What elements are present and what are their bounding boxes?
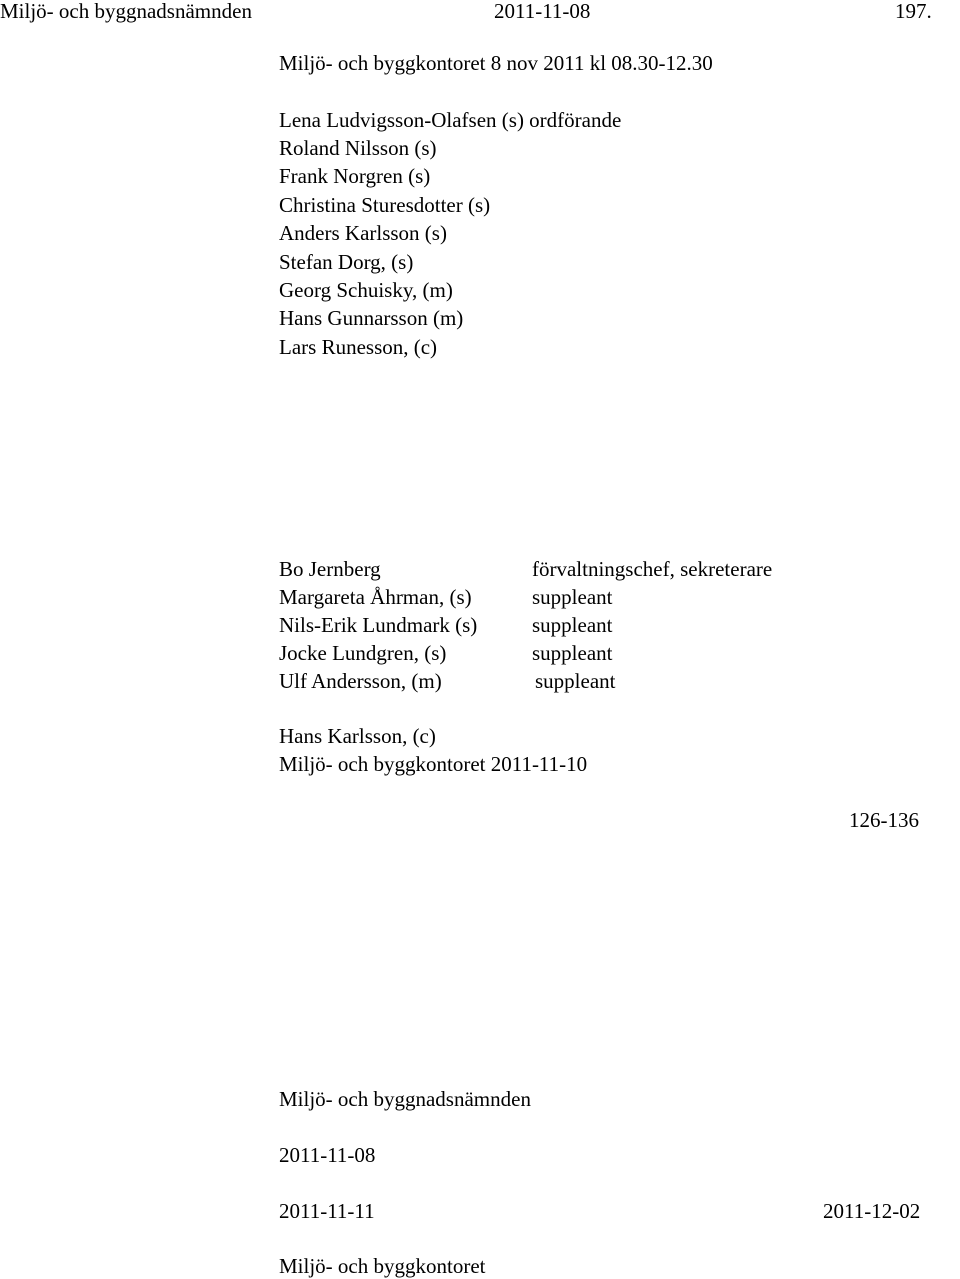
member-line: Hans Gunnarsson (m) (279, 306, 464, 330)
other-name: Nils-Erik Lundmark (s) (279, 613, 478, 637)
announcement-meeting-date: 2011-11-08 (279, 1143, 376, 1167)
member-line: Lena Ludvigsson-Olafsen (s) ordförande (279, 108, 622, 132)
header-date: 2011-11-08 (494, 0, 591, 23)
other-name: Jocke Lundgren, (s) (279, 641, 447, 665)
other-name: Ulf Andersson, (m) (279, 669, 442, 693)
member-line: Roland Nilsson (s) (279, 136, 437, 160)
other-role: suppleant (532, 613, 613, 637)
announcement-removed-date: 2011-12-02 (823, 1199, 921, 1223)
other-name: Bo Jernberg (279, 557, 381, 581)
meeting-place-time: Miljö- och byggkontoret 8 nov 2011 kl 08.30-12.30 (279, 51, 713, 75)
member-line: Lars Runesson, (c) (279, 335, 438, 359)
member-line: Frank Norgren (s) (279, 164, 431, 188)
other-role: suppleant (532, 585, 613, 609)
member-line: Anders Karlsson (s) (279, 221, 447, 245)
adjuster-name: Hans Karlsson, (c) (279, 724, 436, 748)
announcement-storage: Miljö- och byggkontoret (279, 1254, 486, 1278)
other-name: Margareta Åhrman, (s) (279, 585, 472, 609)
header-committee: Miljö- och byggnadsnämnden (0, 0, 252, 23)
member-line: Stefan Dorg, (s) (279, 250, 414, 274)
announcement-posted-date: 2011-11-11 (279, 1199, 375, 1223)
header-page-number: 197. (895, 0, 932, 23)
adjuster-place-date: Miljö- och byggkontoret 2011-11-10 (279, 752, 588, 776)
member-line: Georg Schuisky, (m) (279, 278, 453, 302)
other-role: suppleant (532, 641, 613, 665)
other-role: förvaltningschef, sekreterare (532, 557, 773, 581)
announcement-body: Miljö- och byggnadsnämnden (279, 1087, 531, 1111)
other-role: suppleant (535, 669, 616, 693)
member-line: Christina Sturesdotter (s) (279, 193, 491, 217)
paragraph-range: 126-136 (849, 808, 919, 832)
